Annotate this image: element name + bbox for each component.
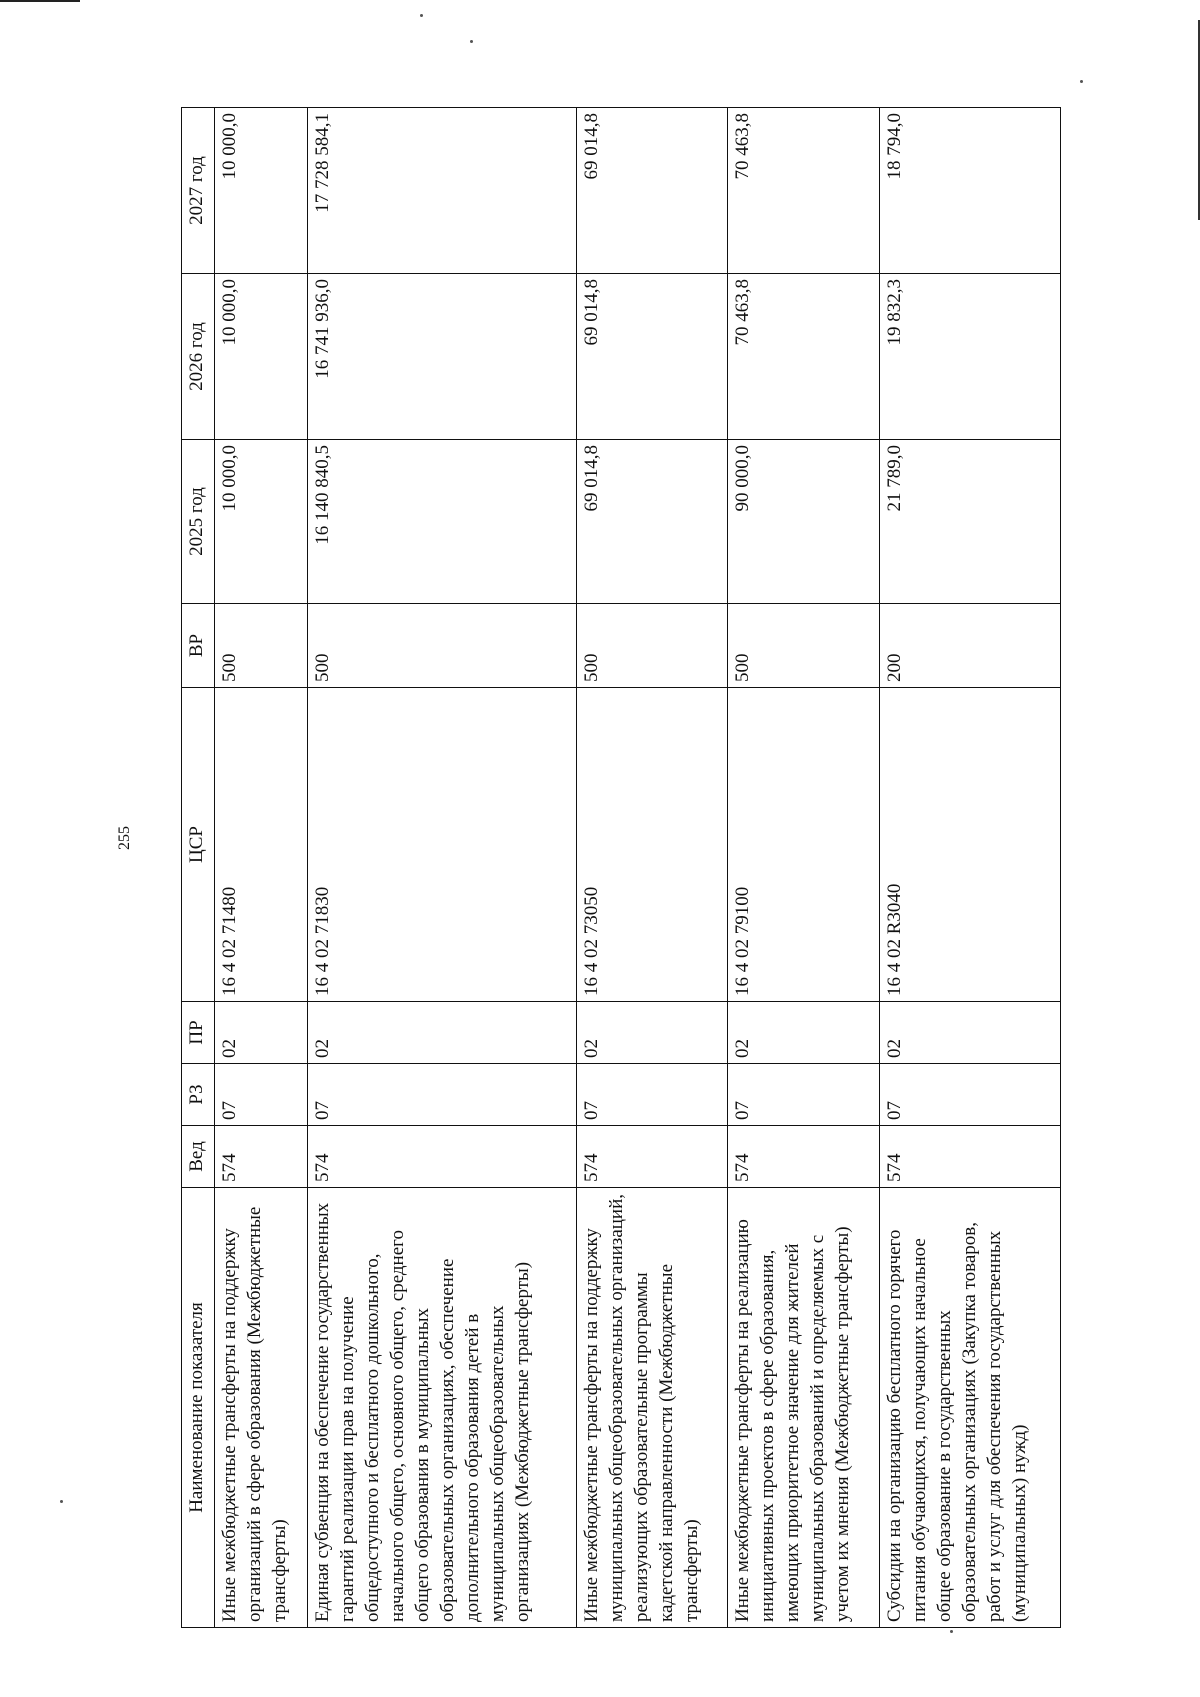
cell-rz: 07 (308, 1064, 576, 1126)
cell-pr: 02 (308, 1002, 576, 1064)
cell-name: Субсидии на организацию бесплатного горячего питания обучающихся, получающих начальное общее образование в государственных образовательных организациях (Закупка товаров, работ и услуг для обеспечения государственных (муниципальных) нужд) (880, 1188, 1061, 1628)
header-name: Наименование показателя (182, 1188, 215, 1628)
scan-edge-top (0, 0, 80, 2)
cell-pr: 02 (728, 1002, 880, 1064)
table-row (576, 108, 728, 1628)
cell-vr: 500 (215, 604, 308, 688)
page-number: 255 (116, 826, 133, 850)
header-2026: 2026 год (182, 274, 215, 440)
cell-2026: 16 741 936,0 (308, 274, 576, 440)
cell-pr: 02 (880, 1002, 1061, 1064)
cell-2027: 17 728 584,1 (308, 108, 576, 274)
cell-vr: 500 (576, 604, 728, 688)
cell-ved: 574 (215, 1126, 308, 1188)
table-header-row (182, 108, 215, 1628)
header-ved: Вед (182, 1126, 215, 1188)
cell-pr: 02 (576, 1002, 728, 1064)
cell-2025: 69 014,8 (576, 440, 728, 604)
header-csr: ЦСР (182, 688, 215, 1002)
cell-2026: 19 832,3 (880, 274, 1061, 440)
cell-rz: 07 (880, 1064, 1061, 1126)
scan-speck (420, 14, 423, 17)
cell-name: Единая субвенция на обеспечение государственных гарантий реализации прав на получение общедоступного и бесплатного дошкольного, начального общего, основного общего, среднего общего образования в муниципальных образовательных организациях, обеспечение дополнительного образования детей в муниципальных общеобразовательных организациях (Межбюджетные трансферты) (308, 1188, 576, 1628)
scan-speck (1080, 80, 1083, 83)
scan-speck (60, 1500, 63, 1503)
cell-vr: 500 (728, 604, 880, 688)
budget-table-sheet (181, 108, 1061, 1628)
cell-2026: 69 014,8 (576, 274, 728, 440)
cell-2027: 18 794,0 (880, 108, 1061, 274)
table-row (308, 108, 576, 1628)
cell-rz: 07 (576, 1064, 728, 1126)
cell-csr: 16 4 02 71830 (308, 688, 576, 1002)
cell-ved: 574 (728, 1126, 880, 1188)
header-vr: ВР (182, 604, 215, 688)
scan-speck (950, 1630, 953, 1633)
cell-2027: 70 463,8 (728, 108, 880, 274)
cell-2027: 10 000,0 (215, 108, 308, 274)
cell-ved: 574 (308, 1126, 576, 1188)
cell-rz: 07 (728, 1064, 880, 1126)
cell-rz: 07 (215, 1064, 308, 1126)
table-row (728, 108, 880, 1628)
cell-vr: 500 (308, 604, 576, 688)
scan-speck (470, 40, 473, 43)
table-row (880, 108, 1061, 1628)
header-rz: РЗ (182, 1064, 215, 1126)
header-pr: ПР (182, 1002, 215, 1064)
cell-csr: 16 4 02 R3040 (880, 688, 1061, 1002)
cell-2025: 90 000,0 (728, 440, 880, 604)
cell-2026: 10 000,0 (215, 274, 308, 440)
cell-name: Иные межбюджетные трансферты на реализацию инициативных проектов в сфере образования, имеющих приоритетное значение для жителей муниципальных образований и определяемых с учетом их мнения (Межбюджетные трансферты) (728, 1188, 880, 1628)
cell-pr: 02 (215, 1002, 308, 1064)
header-2027: 2027 год (182, 108, 215, 274)
cell-csr: 16 4 02 73050 (576, 688, 728, 1002)
cell-name: Иные межбюджетные трансферты на поддержку муниципальных общеобразовательных организаций, реализующих образовательные программы кадетской направленности (Межбюджетные трансферты) (576, 1188, 728, 1628)
cell-2025: 21 789,0 (880, 440, 1061, 604)
budget-table (181, 107, 1061, 1628)
cell-csr: 16 4 02 79100 (728, 688, 880, 1002)
cell-csr: 16 4 02 71480 (215, 688, 308, 1002)
cell-2026: 70 463,8 (728, 274, 880, 440)
table-row (215, 108, 308, 1628)
cell-name: Иные межбюджетные трансферты на поддержку организаций в сфере образования (Межбюджетные трансферты) (215, 1188, 308, 1628)
cell-ved: 574 (880, 1126, 1061, 1188)
cell-2025: 16 140 840,5 (308, 440, 576, 604)
cell-ved: 574 (576, 1126, 728, 1188)
cell-2025: 10 000,0 (215, 440, 308, 604)
cell-2027: 69 014,8 (576, 108, 728, 274)
header-2025: 2025 год (182, 440, 215, 604)
cell-vr: 200 (880, 604, 1061, 688)
